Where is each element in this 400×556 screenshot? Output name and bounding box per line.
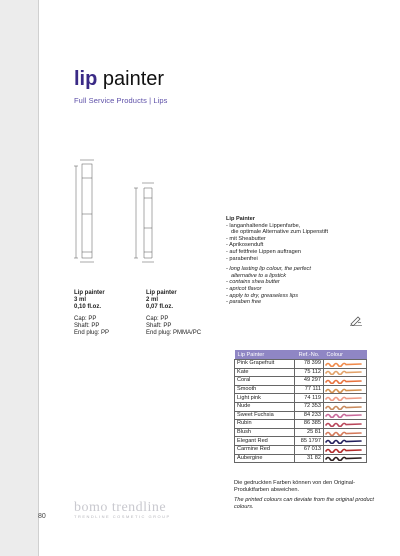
colour-swatch-cell bbox=[324, 385, 367, 394]
colour-name: Pink Grapefruit bbox=[235, 360, 295, 369]
pen-writing-icon bbox=[349, 315, 363, 326]
colour-swatch-cell bbox=[324, 377, 367, 386]
colour-name: Blush bbox=[235, 428, 295, 437]
colour-swatch bbox=[325, 447, 363, 453]
colour-swatch-cell bbox=[324, 394, 367, 403]
spec-plug: End plug: PP bbox=[74, 330, 110, 336]
table-row bbox=[235, 368, 367, 377]
spec-shaft: Shaft: PP bbox=[74, 323, 100, 329]
colour-name: Rubin bbox=[235, 420, 295, 429]
table-row bbox=[235, 445, 367, 454]
spec-block-2ml bbox=[146, 290, 201, 337]
colour-ref: 86 385 bbox=[295, 420, 324, 429]
colour-ref: 85 1797 bbox=[295, 437, 324, 446]
colour-ref: 78 399 bbox=[295, 360, 324, 369]
spec-shaft: Shaft: PP bbox=[146, 323, 172, 329]
colour-name: Elegant Red bbox=[235, 437, 295, 446]
colour-table bbox=[234, 350, 367, 463]
description-german bbox=[226, 223, 396, 263]
lip-painter-2ml-drawing bbox=[134, 183, 154, 262]
page-title bbox=[74, 68, 164, 90]
spec-name: Lip painter bbox=[74, 290, 105, 296]
english-line: - paraben free bbox=[226, 299, 262, 306]
description-english bbox=[226, 266, 396, 306]
product-description bbox=[226, 216, 396, 306]
colour-swatch-cell bbox=[324, 445, 367, 454]
colour-swatch-cell bbox=[324, 360, 367, 369]
english-line: alternative to a lipstick bbox=[231, 272, 287, 279]
table-row bbox=[235, 385, 367, 394]
english-line: - contains shea butter bbox=[226, 279, 280, 286]
logo-subtext: TRENDLINE COSMETIC GROUP bbox=[74, 514, 171, 519]
colour-name: Coral bbox=[235, 377, 295, 386]
lip-painter-3ml-drawing bbox=[74, 160, 94, 262]
colour-name: Smooth bbox=[235, 385, 295, 394]
colour-swatch bbox=[325, 438, 363, 444]
german-line: - Aprikosenduft bbox=[226, 242, 264, 249]
spec-block-3ml bbox=[74, 290, 109, 337]
colour-name: Carmine Red bbox=[235, 445, 295, 454]
colour-swatch bbox=[325, 421, 363, 427]
colour-ref: 31 82 bbox=[295, 454, 324, 463]
logo-text: bomo trendline bbox=[74, 500, 167, 515]
brand-logo bbox=[74, 500, 171, 519]
spec-volume-ml: 3 ml bbox=[74, 297, 87, 303]
colour-swatch-cell bbox=[324, 437, 367, 446]
col-header-name: Lip Painter bbox=[235, 350, 295, 360]
colour-ref: 49 297 bbox=[295, 377, 324, 386]
table-header-row bbox=[235, 350, 367, 360]
table-row bbox=[235, 394, 367, 403]
german-line: - mit Sheabutter bbox=[226, 235, 266, 242]
english-line: - long lasting lip colour, the perfect bbox=[226, 266, 311, 273]
table-row bbox=[235, 437, 367, 446]
colour-swatch-cell bbox=[324, 428, 367, 437]
colour-ref: 75 112 bbox=[295, 368, 324, 377]
colour-swatch bbox=[325, 395, 363, 401]
english-line: - apricot flavor bbox=[226, 285, 262, 292]
table-row bbox=[235, 420, 367, 429]
col-header-ref: Ref.-No. bbox=[295, 350, 324, 360]
description-heading: Lip Painter bbox=[226, 216, 255, 222]
colour-name: Aubergine bbox=[235, 454, 295, 463]
german-line: die optimale Alternative zum Lippenstift bbox=[231, 229, 329, 236]
table-row bbox=[235, 454, 367, 463]
colour-swatch bbox=[325, 387, 363, 393]
colour-ref: 74 119 bbox=[295, 394, 324, 403]
colour-disclaimer bbox=[234, 480, 384, 510]
colour-swatch-cell bbox=[324, 368, 367, 377]
spec-plug: End plug: PMMA/PC bbox=[146, 330, 202, 336]
table-row bbox=[235, 402, 367, 411]
disclaimer-english: The printed colours can deviate from the original product colours. bbox=[234, 497, 374, 510]
colour-swatch-cell bbox=[324, 454, 367, 463]
title-bold: lip bbox=[74, 68, 98, 90]
colour-ref: 67 013 bbox=[295, 445, 324, 454]
page-number: 80 bbox=[38, 513, 46, 520]
colour-swatch-cell bbox=[324, 402, 367, 411]
colour-ref: 72 353 bbox=[295, 402, 324, 411]
colour-ref: 77 111 bbox=[295, 385, 324, 394]
colour-swatch bbox=[325, 404, 363, 410]
spec-volume-oz: 0,10 fl.oz. bbox=[74, 304, 102, 310]
colour-swatch bbox=[325, 361, 363, 367]
spec-volume-oz: 0,07 fl.oz. bbox=[146, 304, 174, 310]
german-line: - parabenfrei bbox=[226, 255, 258, 262]
colour-swatch-cell bbox=[324, 411, 367, 420]
table-row bbox=[235, 360, 367, 369]
colour-name: Sweet Fuchsia bbox=[235, 411, 295, 420]
page-subtitle: Full Service Products | Lips bbox=[74, 96, 168, 105]
german-line: - auf fettfreie Lippen auftragen bbox=[226, 248, 301, 255]
table-row bbox=[235, 411, 367, 420]
english-line: - apply to dry, greaseless lips bbox=[226, 292, 299, 299]
title-rest: painter bbox=[97, 68, 165, 90]
spec-volume-ml: 2 ml bbox=[146, 297, 159, 303]
colour-swatch bbox=[325, 378, 363, 384]
colour-name: Kate bbox=[235, 368, 295, 377]
spec-cap: Cap: PP bbox=[146, 316, 169, 322]
disclaimer-german: Die gedruckten Farben können von den Original-Produktfarben abweichen. bbox=[234, 480, 355, 493]
colour-name: Nude bbox=[235, 402, 295, 411]
spec-cap: Cap: PP bbox=[74, 316, 97, 322]
spec-name: Lip painter bbox=[146, 290, 177, 296]
colour-swatch-cell bbox=[324, 420, 367, 429]
technical-drawings bbox=[74, 158, 184, 270]
table-row bbox=[235, 377, 367, 386]
colour-swatch bbox=[325, 455, 363, 461]
colour-swatch bbox=[325, 412, 363, 418]
col-header-colour: Colour bbox=[324, 350, 367, 360]
colour-name: Light pink bbox=[235, 394, 295, 403]
colour-swatch bbox=[325, 369, 363, 375]
german-line: - langanhaltende Lippenfarbe, bbox=[226, 222, 301, 229]
table-row bbox=[235, 428, 367, 437]
colour-swatch bbox=[325, 430, 363, 436]
colour-ref: 25 81 bbox=[295, 428, 324, 437]
colour-ref: 84 233 bbox=[295, 411, 324, 420]
